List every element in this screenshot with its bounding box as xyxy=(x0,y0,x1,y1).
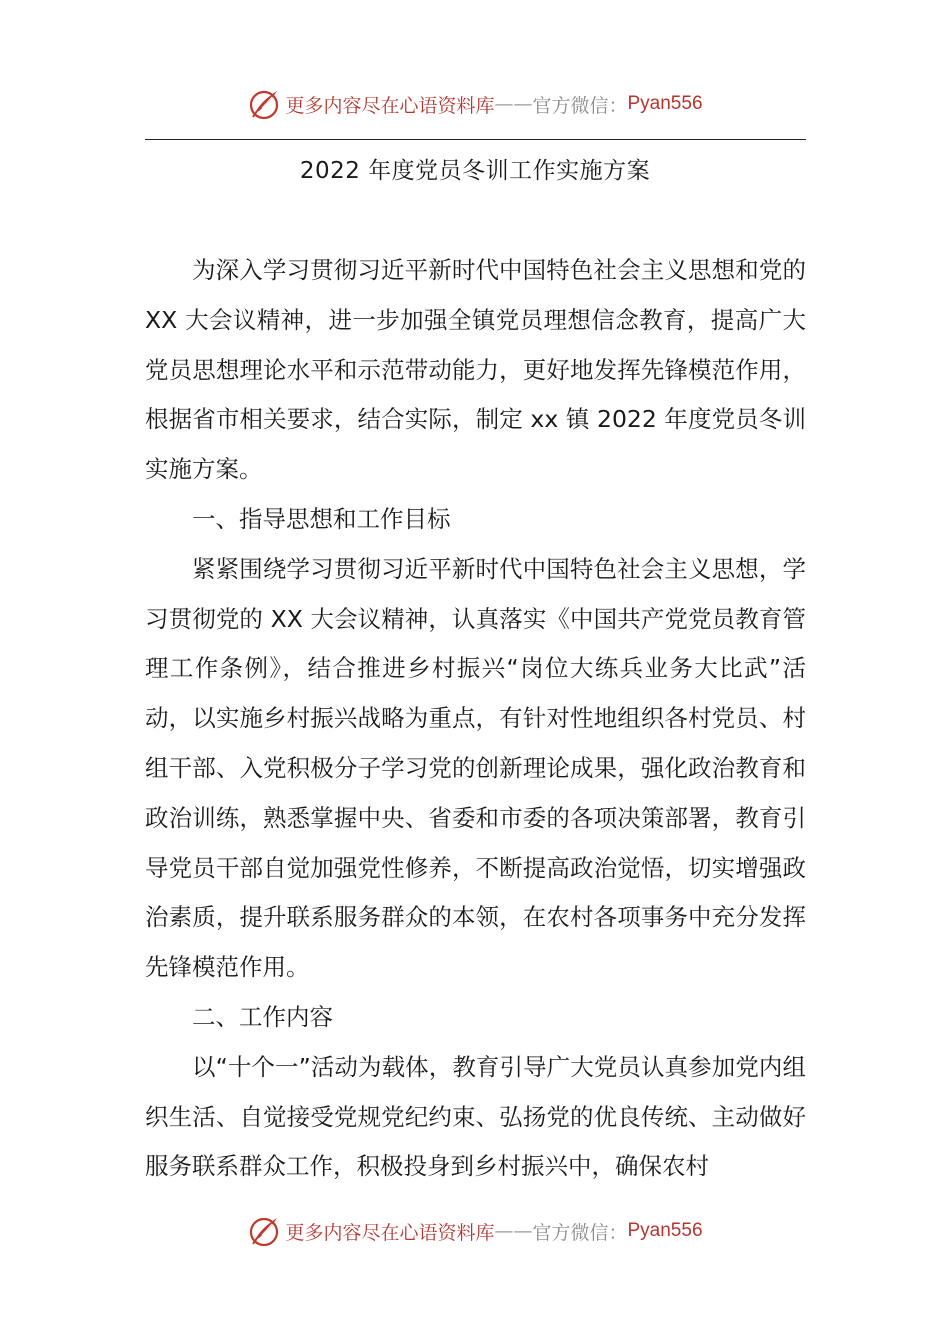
banner-text: 更多内容尽在心语资料库 xyxy=(285,94,495,117)
footer-banner-text: 更多内容尽在心语资料库 xyxy=(285,1221,495,1244)
header-banner xyxy=(0,84,950,124)
footer-banner xyxy=(0,1211,950,1251)
banner-separator: —— xyxy=(494,93,533,115)
quill-logo-icon xyxy=(247,1214,281,1248)
section-body-2: 以“十个一”活动为载体，教育引导广大党员认真参加党内组织生活、自觉接受党规党纪约束、弘扬党的优良传统、主动做好服务联系群众工作，积极投身到乡村振兴中，确保农村 xyxy=(145,1052,806,1181)
document-body xyxy=(145,246,806,1192)
footer-banner-wechat-id: Pyan556 xyxy=(627,1220,703,1241)
page-title: 2022 年度党员冬训工作实施方案 xyxy=(299,158,651,184)
section-body-1: 紧紧围绕学习贯彻习近平新时代中国特色社会主义思想，学习贯彻党的 XX 大会议精神，认真落实《中国共产党党员教育管理工作条例》，结合推进乡村振兴“岗位大练兵业务大比武”活动，以实施乡村振兴战略为重点，有针对性地组织各村党员、村组干部、入党积极分子学习党的创新理论成果，强化政治教育和政治训练，熟悉掌握中央、省委和市委的各项决策部署，教育引导党员干部自觉加强党性修养，不断提高政治觉悟，切实增强政治素质，提升联系服务群众的本领，在农村各项事务中充分发挥先锋模范作用。 xyxy=(145,554,806,982)
quill-logo-icon xyxy=(247,87,281,121)
footer-banner-separator: —— xyxy=(494,1220,533,1242)
footer-banner-wechat-label: 官方微信： xyxy=(532,1221,628,1244)
section-heading-1: 一、指导思想和工作目标 xyxy=(192,504,451,533)
banner-wechat-id: Pyan556 xyxy=(627,93,703,114)
banner-wechat-label: 官方微信： xyxy=(532,94,628,117)
section-heading-2: 二、工作内容 xyxy=(192,1002,333,1031)
intro-paragraph: 为深入学习贯彻习近平新时代中国特色社会主义思想和党的 XX 大会议精神，进一步加强全镇党员理想信念教育，提高广大党员思想理论水平和示范带动能力，更好地发挥先锋模范作用，根据省市相关要求，结合实际，制定 xx 镇 2022 年度党员冬训实施方案。 xyxy=(145,256,806,484)
header-divider xyxy=(145,139,806,140)
